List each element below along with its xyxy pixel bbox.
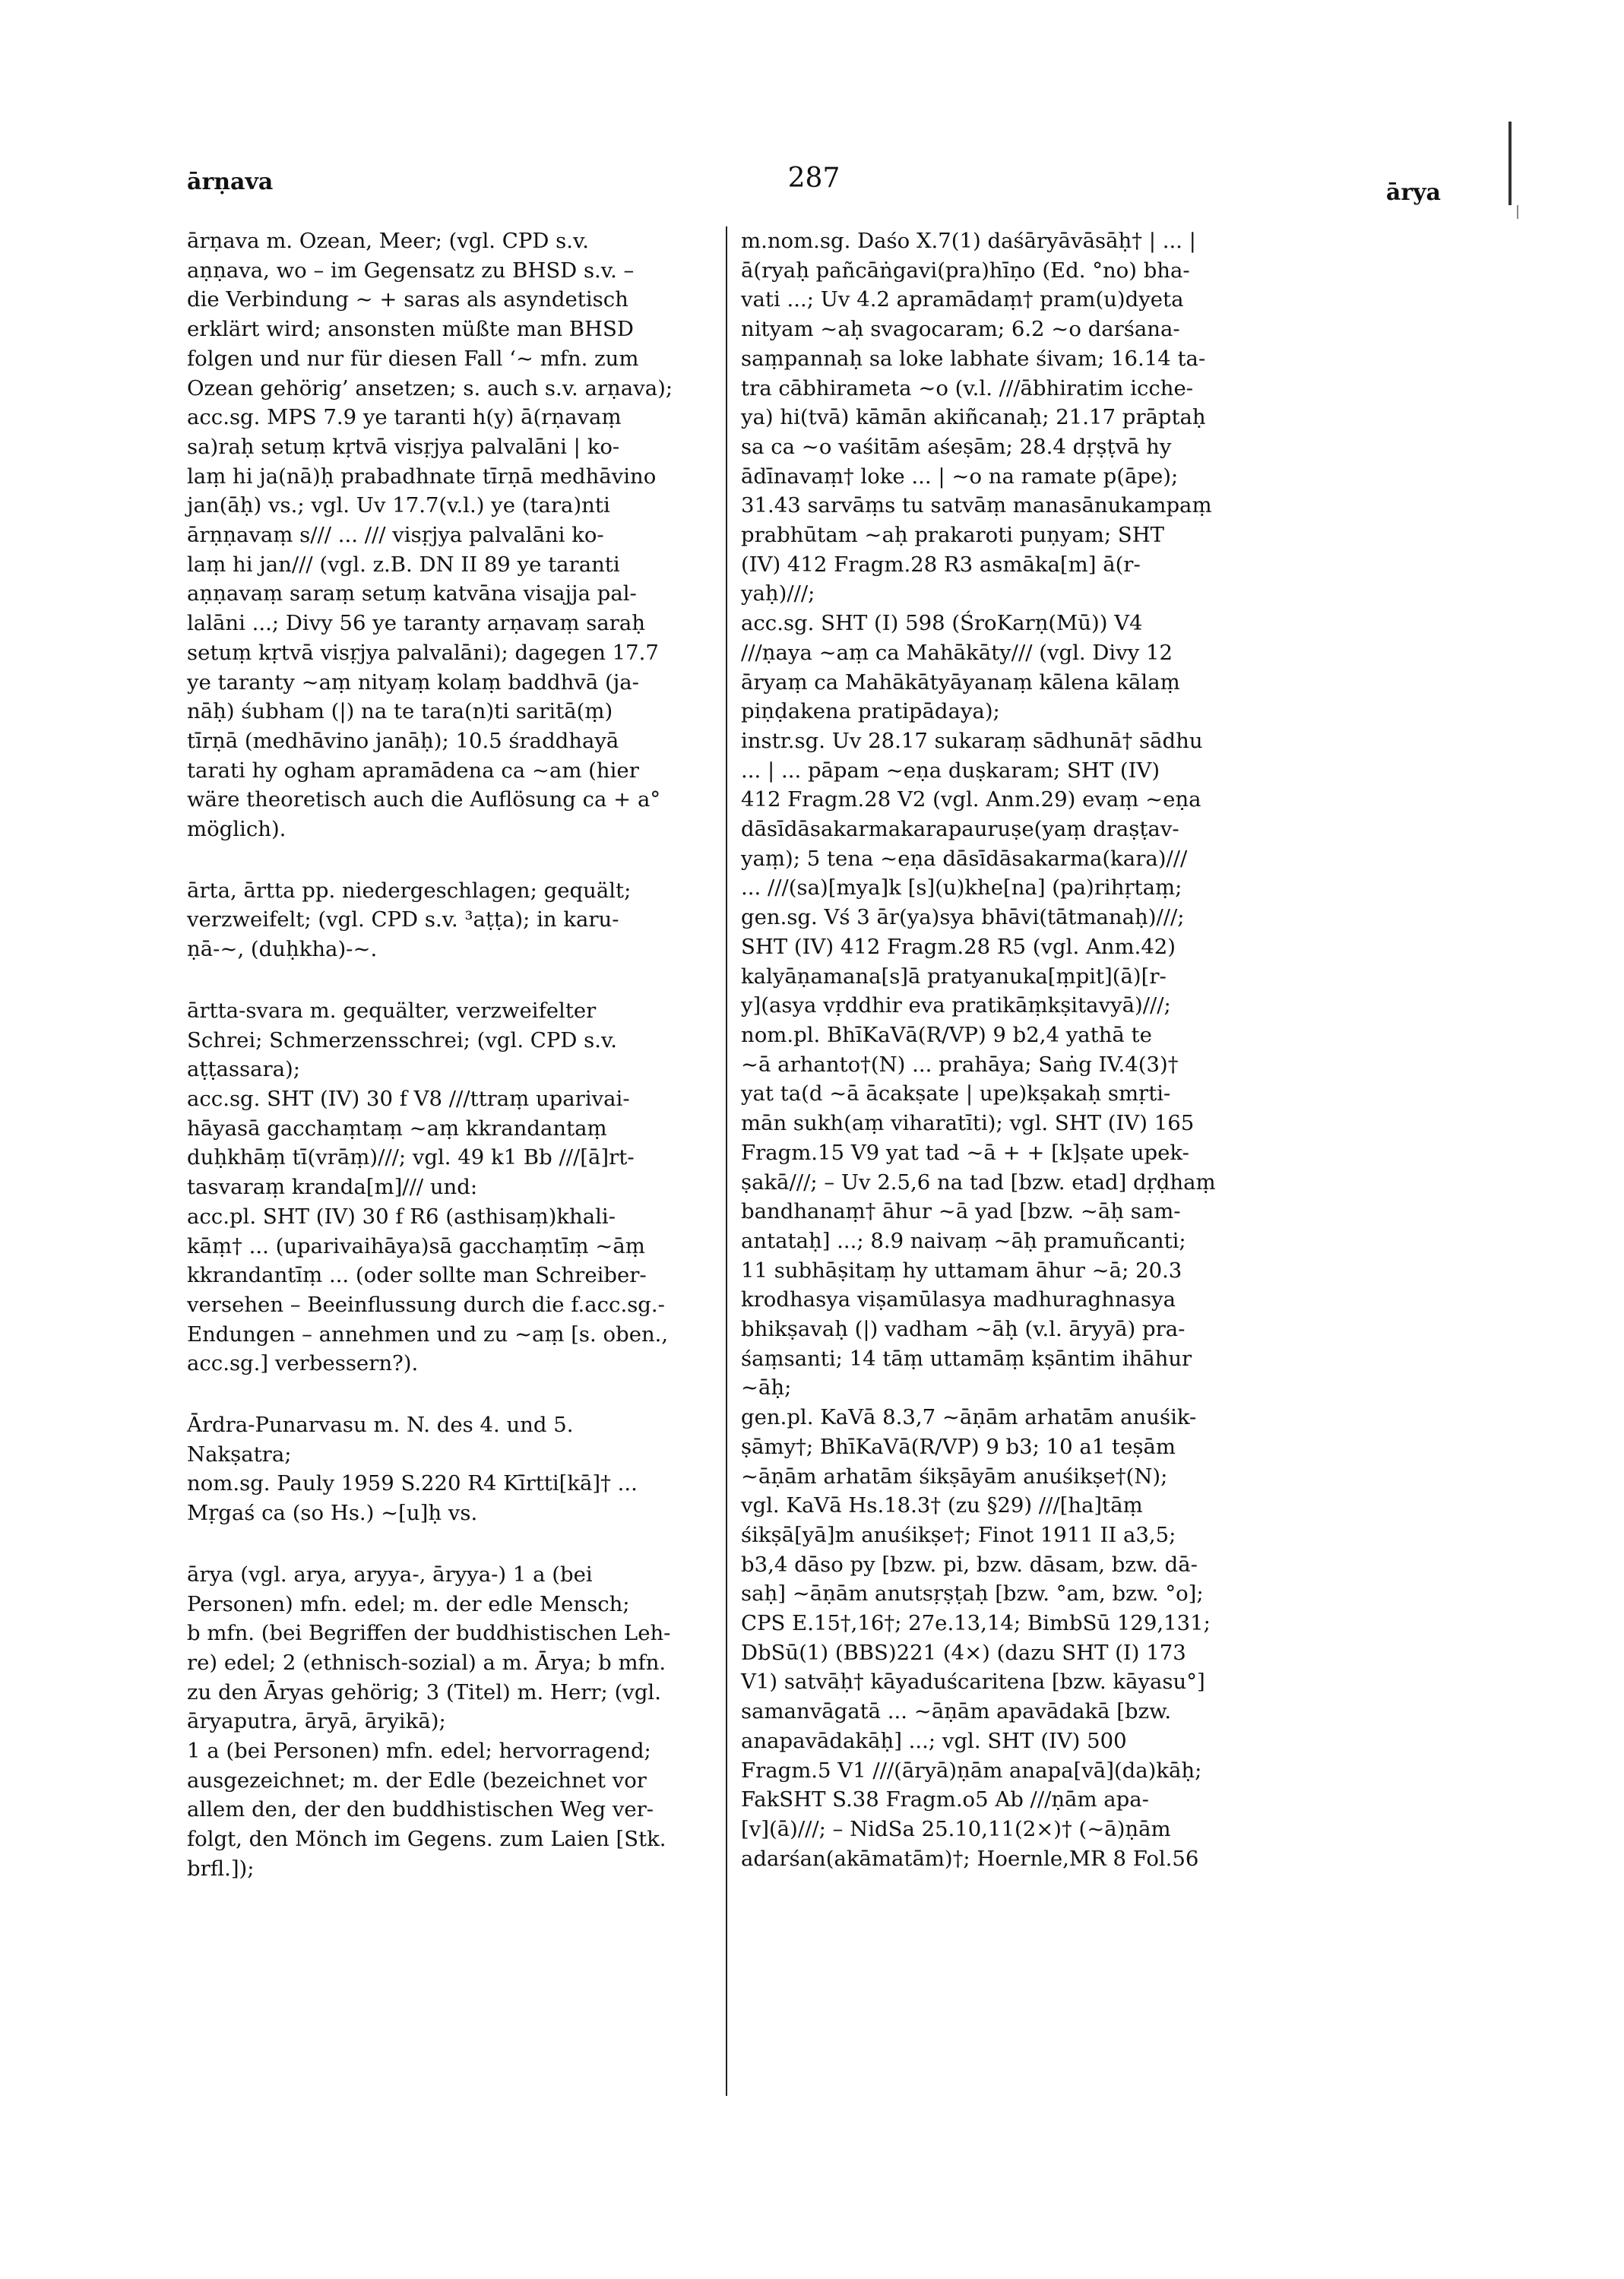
text-line: saṃpannaḥ sa loke labhate śivam; 16.14 ta- — [741, 346, 1206, 371]
margin-mark-tick — [1517, 205, 1518, 219]
text-line: vgl. KaVā Hs.18.3† (zu §29) ///[ha]tāṃ — [741, 1493, 1143, 1518]
running-head-right: ārya — [1385, 179, 1441, 206]
text-line: ... | ... pāpam ~eṇa duṣkaram; SHT (IV) — [741, 758, 1160, 783]
text-line: y](asya vṛddhir eva pratikāṃkṣitavyā)///; — [741, 993, 1171, 1018]
text-line: kāṃ† ... (uparivaihāya)sā gacchaṃtīṃ ~āṃ — [187, 1233, 645, 1258]
text-line: die Verbindung ~ + saras als asyndetisch — [187, 287, 628, 312]
text-line: gen.pl. KaVā 8.3,7 ~āṇām arhatām anuśik- — [741, 1405, 1197, 1430]
text-line: kalyāṇamana[s]ā pratyanuka[ṃpit](ā)[r- — [741, 964, 1167, 989]
text-line: nāḥ) śubham (|) na te tara(n)ti saritā(ṃ) — [187, 699, 613, 724]
text-line: ~āḥ; — [741, 1375, 792, 1401]
arya-gen-pl — [741, 1403, 1302, 1873]
text-line: aṭṭassara); — [187, 1057, 301, 1082]
text-line: Ārdra-Punarvasu m. N. des 4. und 5. — [187, 1413, 574, 1438]
text-line: Fragm.5 V1 ///(āryā)ṇām anapa[vā](da)kāḥ; — [741, 1758, 1202, 1783]
text-line: ya) hi(tvā) kāmān akiñcanaḥ; 21.17 prāptaḥ — [741, 405, 1206, 430]
text-line: ṣāmy†; BhīKaVā(R/VP) 9 b3; 10 a1 teṣām — [741, 1434, 1176, 1459]
text-line: ... ///(sa)[mya]k [s](u)khe[na] (pa)rihṛtaṃ; — [741, 875, 1182, 901]
text-line: CPS E.15†,16†; 27e.13,14; BimbSū 129,131; — [741, 1611, 1211, 1636]
text-line: re) edel; 2 (ethnisch-sozial) a m. Ārya; b mfn. — [187, 1650, 666, 1675]
text-line: 412 Fragm.28 V2 (vgl. Anm.29) evaṃ ~eṇa — [741, 787, 1201, 812]
entry-arta — [187, 876, 711, 964]
text-line: acc.sg.] verbessern?). — [187, 1351, 419, 1376]
right-column — [741, 226, 1302, 1873]
entry-arnava — [187, 226, 711, 844]
text-line: aṇṇavaṃ saraṃ setuṃ katvāna visajja pal- — [187, 581, 637, 606]
text-line: tra cābhirameta ~o (v.l. ///ābhiratim icche- — [741, 375, 1194, 400]
text-line: (IV) 412 Fragm.28 R3 asmāka[m] ā(r- — [741, 552, 1141, 577]
text-line: acc.sg. MPS 7.9 ye taranti h(y) ā(rṇavaṃ — [187, 405, 622, 430]
text-line: piṇḍakena pratipādaya); — [741, 699, 1000, 724]
text-line: hāyasā gacchaṃtaṃ ~aṃ kkrandantaṃ — [187, 1116, 607, 1141]
text-line: śikṣā[yā]m anuśikṣe†; Finot 1911 II a3,5; — [741, 1522, 1176, 1547]
text-line: sa ca ~o vaśitām aśeṣām; 28.4 dṛṣṭvā hy — [741, 434, 1172, 459]
arya-nom-sg — [741, 226, 1302, 609]
text-line: yaṃ); 5 tena ~eṇa dāsīdāsakarma(kara)/// — [741, 846, 1188, 871]
text-line: laṃ hi jan/// (vgl. z.B. DN II 89 ye taranti — [187, 552, 620, 577]
arya-nom-pl — [741, 1021, 1302, 1403]
text-line: duḥkhāṃ tī(vrāṃ)///; vgl. 49 k1 Bb ///[ā]rt- — [187, 1145, 635, 1170]
text-line: tasvaraṃ kranda[m]/// und: — [187, 1175, 478, 1200]
text-line: brfl.]); — [187, 1856, 255, 1881]
text-line: ye taranty ~aṃ nityaṃ kolaṃ baddhvā (ja- — [187, 669, 639, 695]
left-column — [187, 226, 711, 1884]
text-line: Mṛgaś ca (so Hs.) ~[u]ḥ vs. — [187, 1501, 478, 1526]
text-line: āryaputra, āryā, āryikā); — [187, 1709, 446, 1734]
text-line: nom.pl. BhīKaVā(R/VP) 9 b2,4 yathā te — [741, 1022, 1152, 1047]
text-line: acc.sg. SHT (I) 598 (ŚroKarṇ(Mū)) V4 — [741, 611, 1143, 636]
text-line: ārta, ārtta pp. niedergeschlagen; gequält; — [187, 878, 632, 903]
text-line: sa)raḥ setuṃ kṛtvā visṛjya palvalāni | ko- — [187, 434, 620, 459]
text-line: allem den, der den buddhistischen Weg ver- — [187, 1797, 654, 1822]
text-line: śaṃsanti; 14 tāṃ uttamāṃ kṣāntim ihāhur — [741, 1346, 1192, 1371]
text-line: erklärt wird; ansonsten müßte man BHSD — [187, 317, 634, 342]
arya-instr-sg — [741, 726, 1302, 903]
text-line: folgen und nur für diesen Fall ‘~ mfn. zum — [187, 346, 639, 371]
text-line: bandhanaṃ† āhur ~ā yad [bzw. ~āḥ sam- — [741, 1199, 1181, 1224]
text-line: Ozean gehörig’ ansetzen; s. auch s.v. arṇava); — [187, 375, 673, 400]
text-line: verzweifelt; (vgl. CPD s.v. ³aṭṭa); in karu- — [187, 907, 619, 932]
text-line: 11 subhāṣitaṃ hy uttamam āhur ~ā; 20.3 — [741, 1258, 1182, 1283]
text-line: aṇṇava, wo – im Gegensatz zu BHSD s.v. – — [187, 258, 635, 283]
text-line: ausgezeichnet; m. der Edle (bezeichnet vor — [187, 1768, 647, 1793]
text-line: DbSū(1) (BBS)221 (4×) (dazu SHT (I) 173 — [741, 1640, 1186, 1665]
text-line: antataḥ] ...; 8.9 naivaṃ ~āḥ pramuñcanti; — [741, 1228, 1186, 1253]
text-line: ṇā-~, (duḥkha)-~. — [187, 937, 378, 962]
text-line: m.nom.sg. Daśo X.7(1) daśāryāvāsāḥ† | ... | — [741, 229, 1196, 253]
text-line: [v](ā)///; – NidSa 25.10,11(2×)† (~ā)ṇām — [741, 1816, 1171, 1841]
text-line: bhikṣavaḥ (|) vadham ~āḥ (v.l. āryyā) pra- — [741, 1317, 1186, 1342]
text-line: wäre theoretisch auch die Auflösung ca + a° — [187, 787, 661, 812]
text-line: samanvāgatā ... ~āṇām apavādakā [bzw. — [741, 1699, 1172, 1724]
running-head-left: ārṇava — [187, 169, 274, 195]
text-line: tīrṇā (medhāvino janāḥ); 10.5 śraddhayā — [187, 728, 619, 753]
text-line: jan(āḥ) vs.; vgl. Uv 17.7(v.l.) ye (tara)nti — [187, 493, 610, 518]
column-divider — [726, 226, 727, 2096]
text-line: anapavādakāḥ] ...; vgl. SHT (IV) 500 — [741, 1728, 1127, 1753]
text-line: laṃ hi ja(nā)ḥ prabadhnate tīrṇā medhāvino — [187, 464, 657, 489]
text-line: ā(ryaḥ pañcāṅgavi(pra)hīṇo (Ed. °no) bha- — [741, 258, 1190, 283]
text-line: tarati hy ogham apramādena ca ~am (hier — [187, 758, 639, 783]
text-line: ādīnavaṃ† loke ... | ~o na ramate p(āpe); — [741, 464, 1179, 489]
text-line: Fragm.15 V9 yat tad ~ā + + [k]ṣate upek- — [741, 1140, 1189, 1165]
text-line: acc.sg. SHT (IV) 30 f V8 ///ttraṃ uparivai- — [187, 1086, 630, 1111]
text-line: nom.sg. Pauly 1959 S.220 R4 Kīrtti[kā]† ... — [187, 1471, 638, 1496]
text-line: prabhūtam ~aḥ prakaroti puṇyam; SHT — [741, 523, 1165, 548]
text-line: ṣakā///; – Uv 2.5,6 na tad [bzw. etad] dṛḍhaṃ — [741, 1170, 1216, 1195]
text-line: b3,4 dāso py [bzw. pi, bzw. dāsam, bzw. dā- — [741, 1552, 1198, 1577]
text-line: zu den Āryas gehörig; 3 (Titel) m. Herr; (vgl. — [187, 1679, 661, 1705]
margin-mark — [1508, 122, 1512, 205]
text-line: ārtta-svara m. gequälter, verzweifelter — [187, 998, 597, 1023]
text-line: Endungen – annehmen und zu ~aṃ [s. oben., — [187, 1322, 669, 1347]
text-line: V1) satvāḥ† kāyaduścaritena [bzw. kāyasu°] — [741, 1670, 1205, 1695]
text-line: yaḥ)///; — [741, 581, 815, 606]
text-line: ///ṇaya ~aṃ ca Mahākāty/// (vgl. Divy 12 — [741, 640, 1173, 665]
text-line: b mfn. (bei Begriffen der buddhistischen Leh- — [187, 1621, 671, 1646]
text-line: yat ta(d ~ā ācakṣate | upe)kṣakaḥ smṛti- — [741, 1081, 1171, 1106]
text-line: setuṃ kṛtvā visṛjya palvalāni); dagegen 17.7 — [187, 640, 659, 665]
text-line: instr.sg. Uv 28.17 sukaraṃ sādhunā† sādhu — [741, 728, 1203, 753]
page-number: 287 — [787, 163, 840, 194]
text-line: ~ā arhanto†(N) ... prahāya; Saṅg IV.4(3)† — [741, 1052, 1179, 1077]
text-line: saḥ] ~āṇām anutsṛṣṭaḥ [bzw. °am, bzw. °o]; — [741, 1581, 1204, 1606]
arya-gen-sg — [741, 903, 1302, 1021]
text-line: FakSHT S.38 Fragm.o5 Ab ///ṇām apa- — [741, 1787, 1149, 1812]
text-line: 31.43 sarvāṃs tu satvāṃ manasānukampaṃ — [741, 493, 1212, 518]
text-line: ārṇṇavaṃ s/// ... /// visṛjya palvalāni ko- — [187, 523, 604, 548]
text-line: Personen) mfn. edel; m. der edle Mensch; — [187, 1591, 630, 1616]
text-line: nityam ~aḥ svagocaram; 6.2 ~o darśana- — [741, 317, 1180, 342]
text-line: krodhasya viṣamūlasya madhuraghnasya — [741, 1287, 1176, 1312]
text-line: āryaṃ ca Mahākātyāyanaṃ kālena kālaṃ — [741, 669, 1180, 695]
text-line: mān sukh(aṃ viharatīti); vgl. SHT (IV) 165 — [741, 1111, 1195, 1136]
entry-ardra-punarvasu — [187, 1410, 711, 1528]
entry-arya — [187, 1560, 711, 1884]
text-line: Nakṣatra; — [187, 1442, 292, 1467]
text-line: acc.pl. SHT (IV) 30 f R6 (asthisaṃ)khali- — [187, 1204, 616, 1229]
text-line: folgt, den Mönch im Gegens. zum Laien [Stk. — [187, 1827, 666, 1852]
text-line: versehen – Beeinflussung durch die f.acc.sg.- — [187, 1292, 665, 1317]
text-line: lalāni ...; Divy 56 ye taranty arṇavaṃ saraḥ — [187, 611, 645, 636]
text-line: SHT (IV) 412 Fragm.28 R5 (vgl. Anm.42) — [741, 934, 1176, 959]
text-line: ~āṇām arhatām śikṣāyām anuśikṣe†(N); — [741, 1464, 1168, 1489]
text-line: ārya (vgl. arya, aryya-, āryya-) 1 a (bei — [187, 1562, 593, 1587]
text-line: gen.sg. Vś 3 ār(ya)sya bhāvi(tātmanaḥ)///; — [741, 905, 1185, 930]
text-line: möglich). — [187, 817, 286, 842]
running-head — [187, 163, 1441, 207]
text-line: ārṇava m. Ozean, Meer; (vgl. CPD s.v. — [187, 229, 589, 253]
text-line: kkrandantīṃ ... (oder sollte man Schreiber- — [187, 1263, 647, 1288]
text-line: Schrei; Schmerzensschrei; (vgl. CPD s.v. — [187, 1027, 618, 1052]
text-line: 1 a (bei Personen) mfn. edel; hervorragend; — [187, 1739, 651, 1764]
text-line: vati ...; Uv 4.2 apramādaṃ† pram(u)dyeta — [741, 287, 1184, 312]
text-line: dāsīdāsakarmakarapauruṣe(yaṃ draṣṭav- — [741, 817, 1179, 842]
entry-artta-svara — [187, 996, 711, 1378]
arya-acc-sg — [741, 609, 1302, 726]
text-line: adarśan(akāmatām)†; Hoernle,MR 8 Fol.56 — [741, 1846, 1199, 1871]
